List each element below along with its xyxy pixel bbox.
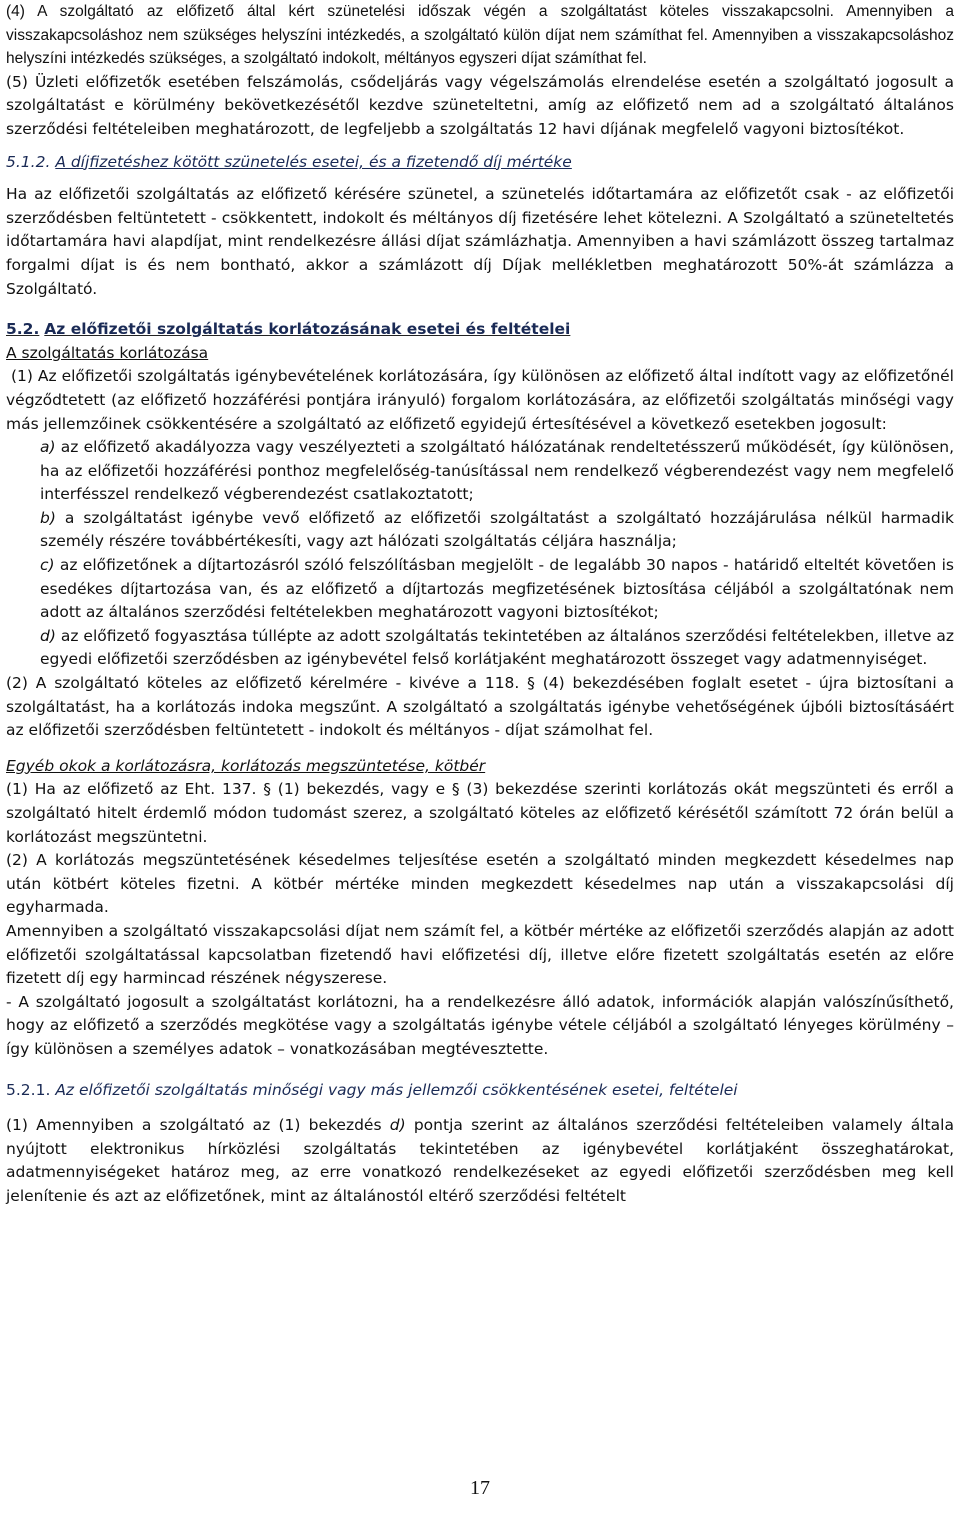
- section-heading-5-2-1: [6, 1079, 954, 1103]
- section-heading-5-1-2: [6, 151, 954, 175]
- subheading: A szolgáltatás korlátozása: [6, 343, 209, 362]
- paragraph: (4) A szolgáltató az előfizető által kért szünetelési időszak végén a szolgáltatást köteles visszakapcsolni. Amennyiben a visszakapcsoláshoz nem szükséges helyszíni intézkedés, a szolgáltató külön díjat nem számíthat fel. Amennyiben a visszakapcsoláshoz helyszíni intézkedés szükséges, a szolgáltató indokolt, méltányos egyszeri díjat számíthat fel.: [6, 3, 954, 68]
- paragraph: (1) Amennyiben a szolgáltató az (1) bekezdés d) pontja szerint az általános szerződési feltételeiben valamely általa nyújtott elektronikus hírközlési szolgáltatás tekintetében az igénybevétel korlátjaként összeghatárokat, adatmennyiségeket határoz meg, az erre vonatkozó rendelkezéseket az egyedi előfizetői szerződésben meg kell jelenítenie és azt az előfizetőnek, mint az általánostól eltérő szerződési feltételt: [6, 1116, 959, 1205]
- paragraph: (2) A szolgáltató köteles az előfizető kérelmére - kivéve a 118. § (4) bekezdésében foglalt esetet - újra biztosítani a szolgáltatást, ha a korlátozás indoka megszűnt. A szolgáltató a szolgáltatás igénybe vehetőségének újbóli biztosításáért az előfizetői szerződésben feltüntetett - indokolt és méltányos - díjat számolhat fel.: [6, 674, 954, 740]
- paragraph: Amennyiben a szolgáltató visszakapcsolási díjat nem számít fel, a kötbér mértéke az előfizetői szerződés alapján az adott előfizetői szolgáltatással kapcsolatban fizetendő havi előfizetési díj, illetve előre fizetett szolgáltatás esetén az előre fizetett díj egy harmincad részének négyszerese.: [6, 921, 954, 988]
- list-marker: a): [40, 438, 56, 457]
- list-item: b) a szolgáltatást igénybe vevő előfizető az előfizetői szolgáltatást a szolgáltató hozzájárulása nélkül harmadik személy részére továbbértékesíti, vagy azt hálózati szolgáltatás céljára használja;: [40, 508, 959, 551]
- page-number: 17: [470, 1477, 490, 1499]
- section-heading-5-2: [6, 318, 954, 342]
- list-marker: c): [40, 556, 55, 575]
- section-title: Az előfizetői szolgáltatás minőségi vagy más jellemzői csökkentésének esetei, feltételei: [55, 1080, 738, 1099]
- paragraph: - A szolgáltató jogosult a szolgáltatást korlátozni, ha a rendelkezésre álló adatok, információk alapján valószínűsíthető, hogy az előfizető a szerződés megkötése vagy a szolgáltatás igénybe vétele céljából a szolgáltató lényeges körülmény – így különösen a személyes adatok – vonatkozásában megtévesztette.: [6, 992, 954, 1058]
- list-item: d) az előfizető fogyasztása túllépte az adott szolgáltatás tekintetében az általános szerződési feltételekben, illetve az egyedi előfizetői szerződésben az igénybevétel felső korlátjaként meghatározott összeget vagy adatmennyiséget.: [40, 626, 959, 669]
- list-marker: d): [40, 626, 56, 645]
- list-marker: b): [40, 508, 56, 527]
- section-number: 5.1.2.: [6, 152, 51, 171]
- section-title: Az előfizetői szolgáltatás korlátozásának esetei és feltételei: [44, 320, 571, 339]
- section-title: A díjfizetéshez kötött szünetelés esetei, és a fizetendő díj mértéke: [55, 152, 572, 171]
- list-item: a) az előfizető akadályozza vagy veszélyezteti a szolgáltató hálózatának rendeltetésszerű működését, így különösen, ha az előfizetői hozzáférési ponthoz megfelelőség-tanúsítással nem rendelkező végberendezést vagy nem megfelelő interfésszel rendelkező végberendezést csatlakoztatott;: [40, 438, 959, 504]
- document-page: [6, 0, 959, 1209]
- list-item: c) az előfizetőnek a díjtartozásról szóló felszólításban megjelölt - de legalább 30 napos - határidő elteltét követően is esedékes díjtartozása van, és az előfizető a díjtartozás megfizetésének biztosítása céljából a szolgáltatónak nem adott az általános szerződési feltételekben meghatározott vagyoni biztosítékot;: [40, 556, 959, 622]
- paragraph: Ha az előfizetői szolgáltatás az előfizető kérésére szünetel, a szünetelés időtartamára az előfizetőt csak - az előfizetői szerződésben feltüntetett - csökkentett, indokolt és méltányos díj fizetésére lehet kötelezni. A Szolgáltató a szüneteltetés időtartamára havi alapdíjat, mint rendelkezésre állási díjat számlázhatja. Amennyiben a havi számlázott összeg tartalmaz forgalmi díjat is és nem bontható, akkor a számlázott díj Díjak mellékletben meghatározott 50%-át számlázza a Szolgáltató.: [6, 185, 954, 298]
- section-number: 5.2.1.: [6, 1080, 51, 1099]
- paragraph: (1) Az előfizetői szolgáltatás igénybevételének korlátozására, így különösen az előfizető által indított vagy az előfizetőnél végződtetett (az előfizető hozzáférési pontjára irányuló) forgalom korlátozására, az előfizetői szolgáltatás minőségi vagy más jellemzőinek csökkentésére a szolgáltató az előfizető egyidejű értesítésével a következő esetekben jogosult:: [6, 367, 959, 433]
- paragraph: (5) Üzleti előfizetők esetében felszámolás, csődeljárás vagy végelszámolás elrendelése esetén a szolgáltató jogosult a szolgáltatást e körülmény bekövetkezésétől kezdve szüneteltetni, amíg az előfizető nem ad a szolgáltató általános szerződési feltételeiben meghatározott, de legfeljebb a szolgáltatás 12 havi díjának megfelelő vagyoni biztosítékot.: [6, 72, 954, 138]
- paragraph: (2) A korlátozás megszüntetésének késedelmes teljesítése esetén a szolgáltató minden megkezdett késedelmes nap után kötbért köteles fizetni. A kötbér mértéke minden megkezdett késedelmes nap után a visszakapcsolási díj egyharmada.: [6, 851, 954, 917]
- subheading: Egyéb okok a korlátozásra, korlátozás megszüntetése, kötbér: [6, 756, 486, 775]
- section-number: 5.2.: [6, 320, 40, 339]
- paragraph: (1) Ha az előfizető az Eht. 137. § (1) bekezdés, vagy e § (3) bekezdése szerinti korlátozás okát megszünteti és erről a szolgáltató hitelt érdemlő módon tudomást szerez, a szolgáltató köteles az előfizető kérésétől számított 72 órán belül a korlátozást megszüntetni.: [6, 780, 954, 846]
